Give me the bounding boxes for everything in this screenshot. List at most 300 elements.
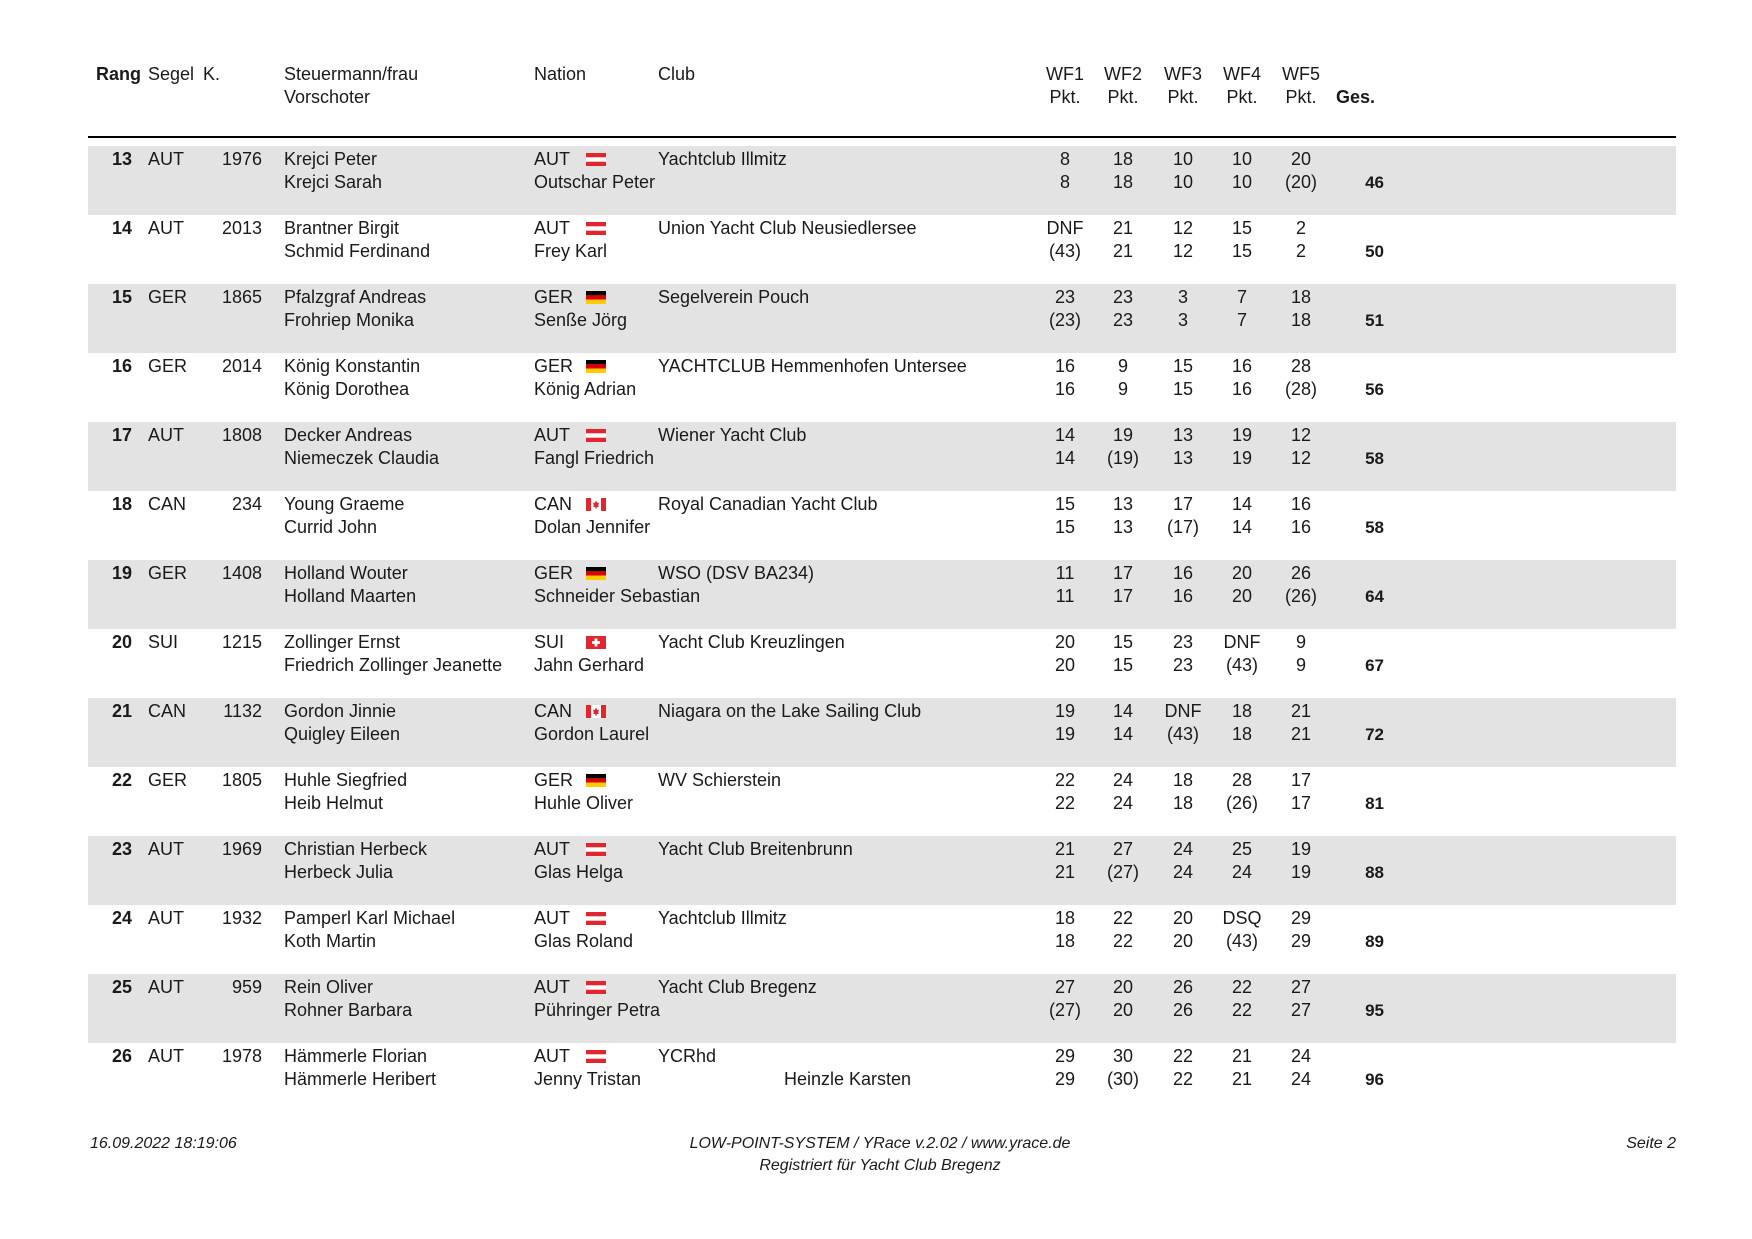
- nation-cell: AUT: [534, 218, 570, 238]
- helmsman-name: Holland Wouter: [284, 563, 408, 583]
- race-1-score: 14: [1054, 425, 1076, 445]
- helmsman-name: Huhle Siegfried: [284, 770, 408, 790]
- race-2-points: (19): [1106, 448, 1139, 468]
- header-steuermann: Steuermann/frau: [284, 64, 419, 84]
- race-4-points: 7: [1236, 310, 1247, 330]
- crew2-name: Schneider Sebastian: [534, 586, 701, 606]
- crew1-name: Niemeczek Claudia: [284, 448, 440, 468]
- race-4-score: 10: [1231, 149, 1253, 169]
- race-3-points: 18: [1172, 793, 1194, 813]
- total-points: 51: [1365, 311, 1384, 330]
- race-1-score: 22: [1054, 770, 1076, 790]
- header-race-2: WF2: [1104, 64, 1142, 84]
- race-1-points: 8: [1059, 172, 1070, 192]
- flag-aut-icon: [586, 429, 606, 442]
- race-1-points: 21: [1054, 862, 1076, 882]
- sail-number-cell: 1805: [221, 770, 262, 790]
- total-points: 89: [1365, 932, 1384, 951]
- club-cell: Union Yacht Club Neusiedlersee: [658, 218, 917, 238]
- rank-cell: 19: [111, 563, 132, 583]
- race-5-points: 21: [1290, 724, 1312, 744]
- header-rang: Rang: [96, 64, 141, 84]
- race-3-score: 17: [1172, 494, 1194, 514]
- race-2-score: 24: [1112, 770, 1134, 790]
- footer-registered: Registriert für Yacht Club Bregenz: [759, 1157, 1001, 1174]
- flag-can-icon: [586, 705, 606, 718]
- race-3-score: 18: [1172, 770, 1194, 790]
- helmsman-name: Zollinger Ernst: [284, 632, 401, 652]
- race-5-score: 26: [1290, 563, 1312, 583]
- footer-center: [600, 1133, 1160, 1177]
- race-5-points: 2: [1295, 241, 1306, 261]
- race-5-points: 18: [1290, 310, 1312, 330]
- sail-number-cell: 1808: [221, 425, 262, 445]
- race-5-score: 20: [1290, 149, 1312, 169]
- crew1-name: Herbeck Julia: [284, 862, 394, 882]
- footer-system: LOW-POINT-SYSTEM / YRace v.2.02 / www.yrace.de: [689, 1135, 1071, 1152]
- nation-cell: AUT: [534, 908, 570, 928]
- crew2-name: Glas Helga: [534, 862, 624, 882]
- race-5-score: 28: [1290, 356, 1312, 376]
- helmsman-name: Pfalzgraf Andreas: [284, 287, 427, 307]
- table-row: [88, 974, 1676, 1043]
- race-1-score: 29: [1054, 1046, 1076, 1066]
- header-k: K.: [203, 64, 221, 84]
- sail-number-cell: 1969: [221, 839, 262, 859]
- race-4-points: 18: [1231, 724, 1253, 744]
- race-1-points: 18: [1054, 931, 1076, 951]
- sail-number-cell: 1865: [221, 287, 262, 307]
- race-2-score: 20: [1112, 977, 1134, 997]
- race-5-score: 2: [1295, 218, 1306, 238]
- race-1-score: 16: [1054, 356, 1076, 376]
- sail-number-cell: 1215: [221, 632, 262, 652]
- flag-aut-icon: [586, 843, 606, 856]
- helmsman-name: Hämmerle Florian: [284, 1046, 428, 1066]
- race-2-points: 20: [1112, 1000, 1134, 1020]
- flag-aut-icon: [586, 222, 606, 235]
- race-5-points: 9: [1295, 655, 1306, 675]
- race-3-score: 15: [1172, 356, 1194, 376]
- race-4-score: 18: [1231, 701, 1253, 721]
- race-4-score: 14: [1231, 494, 1253, 514]
- sail-number-cell: 1132: [223, 701, 262, 721]
- rank-cell: 16: [111, 356, 132, 376]
- race-4-points: 14: [1231, 517, 1253, 537]
- nat-cell: CAN: [148, 701, 187, 721]
- race-2-points: (30): [1106, 1069, 1139, 1089]
- rank-cell: 14: [111, 218, 132, 238]
- crew2-name: Senße Jörg: [534, 310, 628, 330]
- table-row: [88, 146, 1676, 215]
- race-4-score: 20: [1231, 563, 1253, 583]
- race-2-points: 22: [1112, 931, 1134, 951]
- race-3-score: 10: [1172, 149, 1194, 169]
- race-5-score: 9: [1295, 632, 1306, 652]
- race-2-points: 14: [1112, 724, 1134, 744]
- race-2-points: 17: [1112, 586, 1134, 606]
- crew1-name: Koth Martin: [284, 931, 377, 951]
- nat-cell: CAN: [148, 494, 187, 514]
- sail-number-cell: 234: [231, 494, 262, 514]
- race-4-points: (43): [1225, 931, 1258, 951]
- race-4-score: DNF: [1223, 632, 1261, 652]
- race-2-score: 18: [1112, 149, 1134, 169]
- helmsman-name: Rein Oliver: [284, 977, 374, 997]
- header-divider: [88, 136, 1676, 138]
- race-5-points: (20): [1284, 172, 1317, 192]
- club-cell: Niagara on the Lake Sailing Club: [658, 701, 922, 721]
- total-points: 96: [1365, 1070, 1384, 1089]
- nation-cell: GER: [534, 287, 574, 307]
- nation-cell: AUT: [534, 149, 570, 169]
- race-5-score: 12: [1290, 425, 1312, 445]
- crew2-name: König Adrian: [534, 379, 637, 399]
- race-1-points: 20: [1054, 655, 1076, 675]
- race-4-points: 24: [1231, 862, 1253, 882]
- crew2-name: Jahn Gerhard: [534, 655, 645, 675]
- race-3-score: 24: [1172, 839, 1194, 859]
- race-5-points: 27: [1290, 1000, 1312, 1020]
- sail-number-cell: 2013: [221, 218, 262, 238]
- race-2-score: 19: [1112, 425, 1134, 445]
- total-points: 67: [1365, 656, 1384, 675]
- race-3-points: 3: [1177, 310, 1188, 330]
- nat-cell: GER: [148, 287, 188, 307]
- footer-page: Seite 2: [1626, 1135, 1676, 1152]
- nation-cell: CAN: [534, 494, 573, 514]
- race-1-points: 16: [1054, 379, 1076, 399]
- race-4-points: (43): [1225, 655, 1258, 675]
- sail-number-cell: 959: [231, 977, 262, 997]
- race-5-score: 19: [1290, 839, 1312, 859]
- race-5-score: 27: [1290, 977, 1312, 997]
- helmsman-name: Decker Andreas: [284, 425, 413, 445]
- header-race-5: WF5: [1282, 64, 1320, 84]
- flag-ger-icon: [586, 774, 606, 787]
- race-2-score: 14: [1112, 701, 1134, 721]
- crew1-name: Krejci Sarah: [284, 172, 383, 192]
- total-points: 64: [1365, 587, 1384, 606]
- total-points: 72: [1365, 725, 1384, 744]
- flag-can-icon: [586, 498, 606, 511]
- header-total: Ges.: [1336, 87, 1376, 107]
- helmsman-name: König Konstantin: [284, 356, 421, 376]
- race-3-points: 26: [1172, 1000, 1194, 1020]
- race-3-score: 20: [1172, 908, 1194, 928]
- header-vorschoter: Vorschoter: [284, 87, 371, 107]
- sail-number-cell: 1976: [221, 149, 262, 169]
- table-row: [88, 698, 1676, 767]
- crew1-name: Holland Maarten: [284, 586, 417, 606]
- nation-cell: AUT: [534, 425, 570, 445]
- header-race-3-unit: Pkt.: [1167, 87, 1199, 107]
- nation-cell: AUT: [534, 977, 570, 997]
- race-2-score: 13: [1112, 494, 1134, 514]
- race-5-score: 17: [1290, 770, 1312, 790]
- race-3-score: 26: [1172, 977, 1194, 997]
- club-cell: WV Schierstein: [658, 770, 782, 790]
- helmsman-name: Christian Herbeck: [284, 839, 428, 859]
- race-3-points: (17): [1166, 517, 1199, 537]
- race-5-score: 29: [1290, 908, 1312, 928]
- header-race-4: WF4: [1223, 64, 1261, 84]
- total-points: 88: [1365, 863, 1384, 882]
- race-3-score: 23: [1172, 632, 1194, 652]
- table-row: [88, 905, 1676, 974]
- race-5-points: 16: [1290, 517, 1312, 537]
- table-row: [88, 629, 1676, 698]
- crew1-name: Hämmerle Heribert: [284, 1069, 437, 1089]
- flag-sui-icon: [586, 636, 606, 649]
- crew2-name: Gordon Laurel: [534, 724, 650, 744]
- nat-cell: AUT: [148, 908, 184, 928]
- nat-cell: GER: [148, 563, 188, 583]
- crew1-name: Friedrich Zollinger Jeanette: [284, 655, 503, 675]
- race-4-score: 22: [1231, 977, 1253, 997]
- race-3-score: 12: [1172, 218, 1194, 238]
- crew2-name: Dolan Jennifer: [534, 517, 651, 537]
- flag-aut-icon: [586, 153, 606, 166]
- race-2-points: 24: [1112, 793, 1134, 813]
- race-1-points: 19: [1054, 724, 1076, 744]
- club-cell: Yachtclub Illmitz: [658, 908, 787, 928]
- race-3-points: 24: [1172, 862, 1194, 882]
- race-1-score: 18: [1054, 908, 1076, 928]
- nation-cell: SUI: [534, 632, 565, 652]
- nation-cell: GER: [534, 563, 574, 583]
- crew1-name: Schmid Ferdinand: [284, 241, 431, 261]
- race-4-score: 28: [1231, 770, 1253, 790]
- race-5-points: (26): [1284, 586, 1317, 606]
- race-3-score: 16: [1172, 563, 1194, 583]
- club-cell: Yacht Club Bregenz: [658, 977, 817, 997]
- header-race-2-unit: Pkt.: [1107, 87, 1139, 107]
- race-2-score: 17: [1112, 563, 1134, 583]
- total-points: 46: [1365, 173, 1384, 192]
- crew2-name: Glas Roland: [534, 931, 634, 951]
- rank-cell: 24: [111, 908, 132, 928]
- extra-crew-name: Heinzle Karsten: [784, 1069, 912, 1089]
- race-3-points: 10: [1172, 172, 1194, 192]
- nat-cell: AUT: [148, 425, 184, 445]
- crew1-name: Currid John: [284, 517, 378, 537]
- race-1-points: 22: [1054, 793, 1076, 813]
- crew1-name: Frohriep Monika: [284, 310, 415, 330]
- flag-aut-icon: [586, 1050, 606, 1063]
- race-3-score: 13: [1172, 425, 1194, 445]
- club-cell: YACHTCLUB Hemmenhofen Untersee: [658, 356, 967, 376]
- crew1-name: Rohner Barbara: [284, 1000, 413, 1020]
- race-5-points: 17: [1290, 793, 1312, 813]
- table-row: [88, 836, 1676, 905]
- race-1-score: 8: [1059, 149, 1070, 169]
- total-points: 58: [1365, 518, 1384, 537]
- race-2-score: 23: [1112, 287, 1134, 307]
- race-3-points: 22: [1172, 1069, 1194, 1089]
- crew1-name: Heib Helmut: [284, 793, 384, 813]
- race-3-points: 16: [1172, 586, 1194, 606]
- table-row: [88, 767, 1676, 836]
- crew2-name: Pühringer Petra: [534, 1000, 661, 1020]
- race-1-score: DNF: [1046, 218, 1084, 238]
- crew1-name: König Dorothea: [284, 379, 410, 399]
- header-segel: Segel: [148, 64, 195, 84]
- rank-cell: 15: [111, 287, 132, 307]
- nation-cell: AUT: [534, 1046, 570, 1066]
- nation-cell: GER: [534, 770, 574, 790]
- race-5-score: 24: [1290, 1046, 1312, 1066]
- flag-ger-icon: [586, 291, 606, 304]
- race-5-points: (28): [1284, 379, 1317, 399]
- flag-aut-icon: [586, 981, 606, 994]
- sail-number-cell: 1932: [221, 908, 262, 928]
- race-2-points: 21: [1112, 241, 1134, 261]
- race-3-points: 15: [1172, 379, 1194, 399]
- results-table: [88, 146, 1676, 1112]
- race-4-points: 10: [1231, 172, 1253, 192]
- race-4-points: 16: [1231, 379, 1253, 399]
- race-1-points: 15: [1054, 517, 1076, 537]
- race-5-score: 21: [1290, 701, 1312, 721]
- race-3-points: 20: [1172, 931, 1194, 951]
- rank-cell: 21: [111, 701, 132, 721]
- sail-number-cell: 1408: [221, 563, 262, 583]
- race-2-points: 23: [1112, 310, 1134, 330]
- footer-datetime: 16.09.2022 18:19:06: [90, 1135, 237, 1152]
- crew2-name: Frey Karl: [534, 241, 608, 261]
- club-cell: WSO (DSV BA234): [658, 563, 815, 583]
- nat-cell: AUT: [148, 218, 184, 238]
- header-club: Club: [658, 64, 696, 84]
- race-3-score: DNF: [1164, 701, 1202, 721]
- nat-cell: AUT: [148, 977, 184, 997]
- race-3-points: 12: [1172, 241, 1194, 261]
- club-cell: Segelverein Pouch: [658, 287, 810, 307]
- race-4-score: 21: [1231, 1046, 1253, 1066]
- nation-cell: AUT: [534, 839, 570, 859]
- race-1-score: 15: [1054, 494, 1076, 514]
- race-5-score: 18: [1290, 287, 1312, 307]
- rank-cell: 25: [111, 977, 132, 997]
- race-4-points: (26): [1225, 793, 1258, 813]
- nation-cell: CAN: [534, 701, 573, 721]
- race-1-points: 29: [1054, 1069, 1076, 1089]
- club-cell: Yacht Club Breitenbrunn: [658, 839, 853, 859]
- club-cell: Yacht Club Kreuzlingen: [658, 632, 845, 652]
- table-row: [88, 1043, 1676, 1112]
- table-row: [88, 560, 1676, 629]
- race-4-score: 19: [1231, 425, 1253, 445]
- helmsman-name: Krejci Peter: [284, 149, 378, 169]
- race-1-score: 21: [1054, 839, 1076, 859]
- flag-aut-icon: [586, 912, 606, 925]
- rank-cell: 13: [111, 149, 132, 169]
- race-4-score: DSQ: [1222, 908, 1262, 928]
- race-4-score: 16: [1231, 356, 1253, 376]
- header-race-1-unit: Pkt.: [1049, 87, 1081, 107]
- crew1-name: Quigley Eileen: [284, 724, 401, 744]
- race-1-score: 23: [1054, 287, 1076, 307]
- race-5-score: 16: [1290, 494, 1312, 514]
- header-race-3: WF3: [1164, 64, 1202, 84]
- nat-cell: AUT: [148, 1046, 184, 1066]
- helmsman-name: Pamperl Karl Michael: [284, 908, 456, 928]
- race-2-points: 18: [1112, 172, 1134, 192]
- flag-ger-icon: [586, 567, 606, 580]
- header-race-4-unit: Pkt.: [1226, 87, 1258, 107]
- table-row: [88, 491, 1676, 560]
- rank-cell: 20: [111, 632, 132, 652]
- race-4-points: 19: [1231, 448, 1253, 468]
- nation-cell: GER: [534, 356, 574, 376]
- race-5-points: 24: [1290, 1069, 1312, 1089]
- race-1-points: 14: [1054, 448, 1076, 468]
- race-1-score: 11: [1055, 563, 1075, 583]
- race-4-score: 7: [1236, 287, 1247, 307]
- rank-cell: 22: [111, 770, 132, 790]
- rank-cell: 17: [111, 425, 132, 445]
- race-3-points: 23: [1172, 655, 1194, 675]
- race-4-points: 15: [1231, 241, 1253, 261]
- rank-cell: 18: [111, 494, 132, 514]
- total-points: 95: [1365, 1001, 1384, 1020]
- race-2-points: 9: [1117, 379, 1128, 399]
- race-3-points: 13: [1172, 448, 1194, 468]
- sail-number-cell: 1978: [221, 1046, 262, 1066]
- race-1-points: (23): [1048, 310, 1081, 330]
- header-race-5-unit: Pkt.: [1285, 87, 1317, 107]
- race-1-points: 11: [1055, 586, 1075, 606]
- race-4-score: 25: [1231, 839, 1253, 859]
- race-2-points: 15: [1112, 655, 1134, 675]
- table-row: [88, 215, 1676, 284]
- nat-cell: SUI: [148, 632, 179, 652]
- race-4-points: 20: [1231, 586, 1253, 606]
- race-2-score: 15: [1112, 632, 1134, 652]
- helmsman-name: Brantner Birgit: [284, 218, 400, 238]
- race-1-score: 19: [1054, 701, 1076, 721]
- race-4-points: 21: [1231, 1069, 1253, 1089]
- race-2-score: 22: [1112, 908, 1134, 928]
- crew2-name: Fangl Friedrich: [534, 448, 655, 468]
- race-3-score: 3: [1177, 287, 1188, 307]
- race-2-score: 27: [1112, 839, 1134, 859]
- rank-cell: 23: [111, 839, 132, 859]
- nat-cell: GER: [148, 770, 188, 790]
- race-5-points: 29: [1290, 931, 1312, 951]
- total-points: 81: [1365, 794, 1384, 813]
- nat-cell: GER: [148, 356, 188, 376]
- crew2-name: Huhle Oliver: [534, 793, 634, 813]
- race-3-score: 22: [1172, 1046, 1194, 1066]
- race-1-score: 20: [1054, 632, 1076, 652]
- race-2-points: 13: [1112, 517, 1134, 537]
- table-row: [88, 284, 1676, 353]
- crew2-name: Outschar Peter: [534, 172, 656, 192]
- club-cell: YCRhd: [658, 1046, 717, 1066]
- flag-ger-icon: [586, 360, 606, 373]
- race-1-score: 27: [1054, 977, 1076, 997]
- race-2-score: 30: [1112, 1046, 1134, 1066]
- club-cell: Yachtclub Illmitz: [658, 149, 787, 169]
- sail-number-cell: 2014: [221, 356, 262, 376]
- race-3-points: (43): [1166, 724, 1199, 744]
- nat-cell: AUT: [148, 839, 184, 859]
- header-race-1: WF1: [1046, 64, 1084, 84]
- total-points: 56: [1365, 380, 1384, 399]
- helmsman-name: Gordon Jinnie: [284, 701, 397, 721]
